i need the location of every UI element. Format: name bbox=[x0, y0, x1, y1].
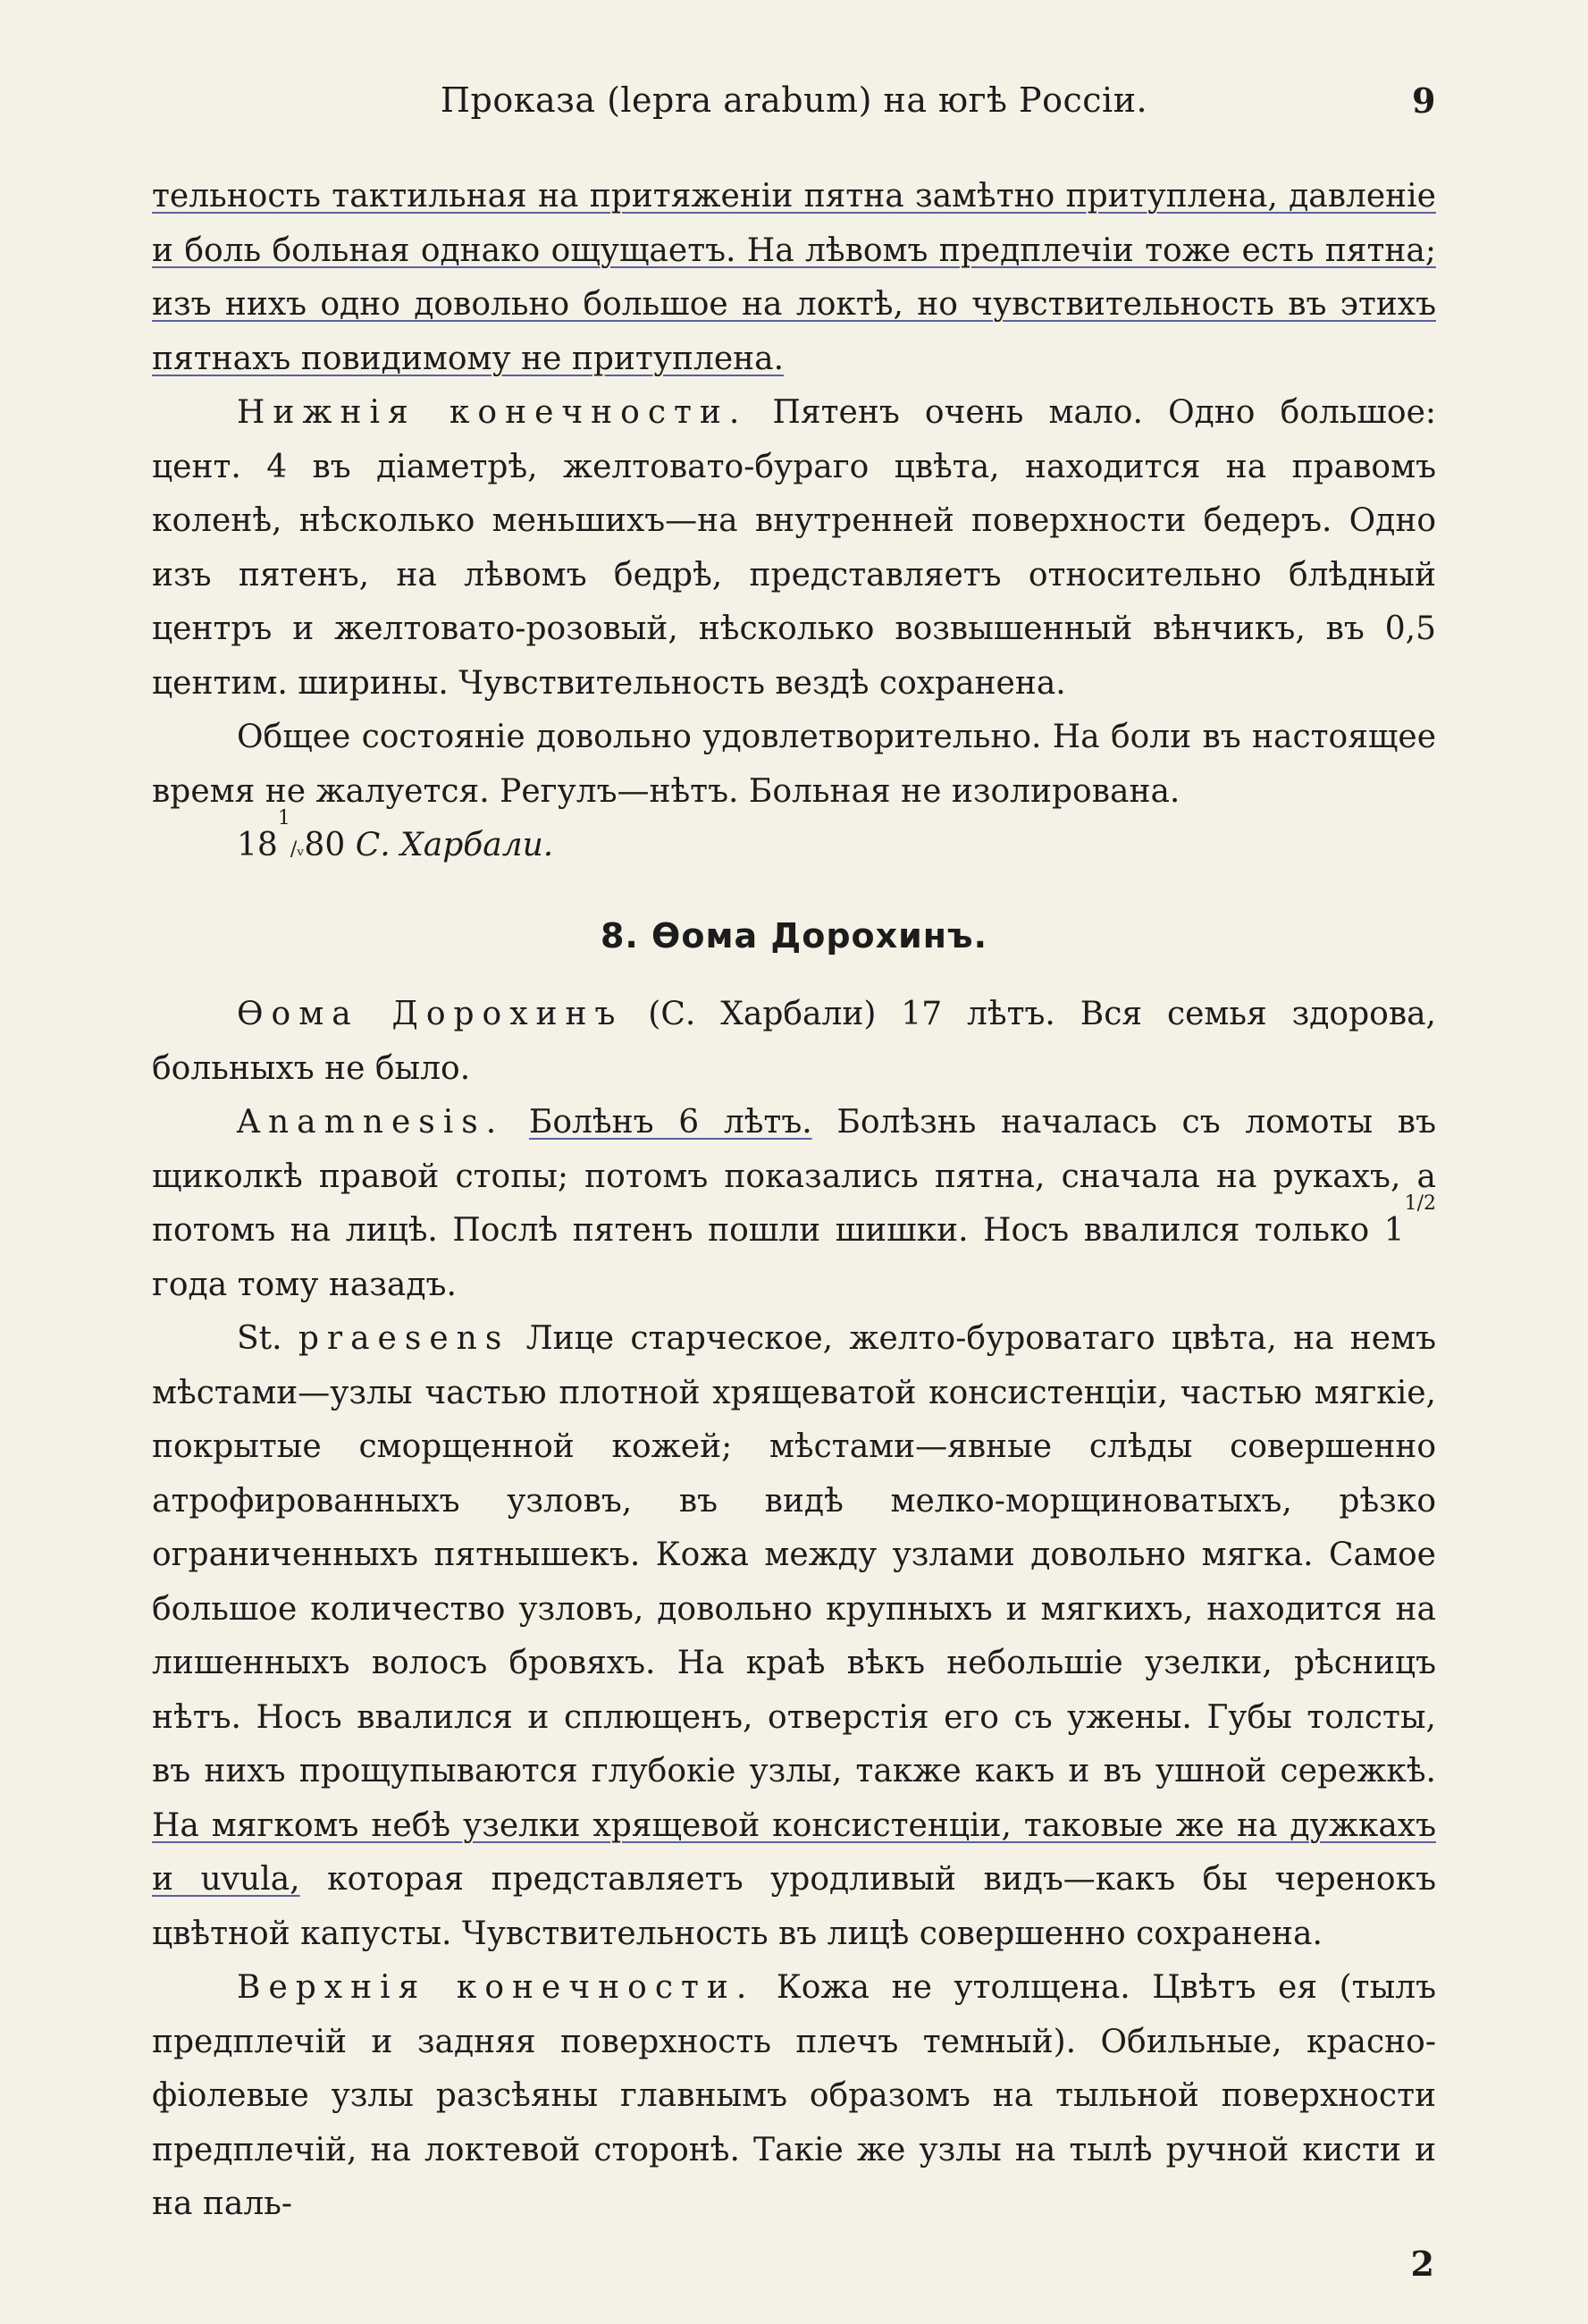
paragraph-text: Болѣзнь началась съ ломоты въ щиколкѣ правой стопы; потомъ показались пятна, сначала на рукахъ, а потомъ на лицѣ. Послѣ пятенъ пошли шишки. Носъ ввалился только 1 bbox=[152, 1104, 1436, 1249]
page-number: 9 bbox=[1412, 80, 1436, 121]
paragraph-text: Лице старческое, желто-буроватаго цвѣта, на немъ мѣстами—узлы частью плотной хрящеватой консистенціи, частью мягкіе, покрытые сморщенной кожей; мѣстами—явные слѣды совершенно атрофированныхъ узловъ, въ видѣ мелко-морщиноватыхъ, рѣзко ограниченныхъ пятнышекъ. Кожа между узлами довольно мягка. Самое большое количество узловъ, довольно крупныхъ и мягкихъ, находится на лишенныхъ волосъ бровяхъ. На краѣ вѣкъ небольшіе узелки, рѣсницъ нѣтъ. Носъ ввалился и сплющенъ, отверстія его съ ужены. Губы толсты, въ нихъ прощупываются глубокіе узлы, также какъ и въ ушной сережкѣ. bbox=[152, 1320, 1437, 1789]
signature-place: С. Харбали. bbox=[355, 827, 554, 863]
paragraph-general-state bbox=[152, 711, 1436, 819]
paragraph-label: Верхнія конечности. bbox=[237, 1969, 755, 2006]
patient-name: Ѳома Дорохинъ bbox=[237, 996, 624, 1032]
signature-date-fraction-top: 1 bbox=[277, 807, 290, 829]
paragraph-upper-limbs bbox=[152, 1961, 1436, 2232]
signature-date-year: 80 bbox=[304, 827, 356, 863]
paragraph-text-end: года тому назадъ. bbox=[152, 1266, 457, 1303]
paragraph-continuation bbox=[152, 170, 1436, 386]
running-title: Проказа (lepra arabum) на югѣ Россіи. bbox=[440, 80, 1148, 120]
fraction: 1/2 bbox=[1404, 1192, 1436, 1215]
running-header bbox=[152, 80, 1436, 134]
signature-mark: 2 bbox=[1410, 2244, 1434, 2284]
case-signature bbox=[152, 807, 1436, 873]
paragraph-label-a: St. bbox=[237, 1320, 298, 1357]
paragraph-label-b: praesens bbox=[298, 1320, 510, 1357]
paragraph-status-praesens bbox=[152, 1312, 1436, 1961]
section-heading: 8. Ѳома Дорохинъ. bbox=[600, 915, 988, 956]
underlined-text: На мягкомъ небѣ узелки хрящевой консистенціи, таковые же на дужкахъ и uvula, bbox=[152, 1806, 1436, 1898]
signature-date-fraction-bottom: /ᵥ bbox=[290, 838, 305, 861]
paragraph-text: Кожа не утолщена. Цвѣтъ ея (тылъ предплечій и задняя поверхность плечъ темный). Обильные, красно-фіолевые узлы разсѣяны главнымъ образомъ на тыльной поверхности предплечій, на локтевой сторонѣ. Такіе же узлы на тылѣ ручной кисти и на паль- bbox=[152, 1969, 1436, 2222]
signature-date: 18 bbox=[237, 827, 278, 863]
paragraph-text: Общее состояніе довольно удовлетворительно. На боли въ настоящее время не жалуется. Регулъ—нѣтъ. Больная не изолирована. bbox=[152, 719, 1436, 810]
paragraph-text: тельность тактильная на притяженіи пятна замѣтно притуплена, давленіе и боль больная однако ощущаетъ. На лѣвомъ предплечіи тоже есть пятна; изъ нихъ одно довольно большое на локтѣ, но чувствительность въ этихъ пятнахъ повидимому не притуплена. bbox=[152, 178, 1436, 377]
paragraph-label: Anamnesis. bbox=[237, 1104, 505, 1141]
paragraph-label: Нижнія конечности. bbox=[237, 394, 748, 431]
paragraph-text: (С. Харбали) 17 лѣтъ. Вся семья здорова, больныхъ не было. bbox=[152, 996, 1436, 1087]
body-text bbox=[152, 170, 1436, 2232]
paragraph-patient-intro bbox=[152, 988, 1436, 1096]
paragraph-text: Пятенъ очень мало. Одно большое: цент. 4 въ діаметрѣ, желтовато-бураго цвѣта, находится на правомъ коленѣ, нѣсколько меньшихъ—на внутренней поверхности бедеръ. Одно изъ пятенъ, на лѣвомъ бедрѣ, представляетъ относительно блѣдный центръ и желтовато-розовый, нѣсколько возвышенный вѣнчикъ, въ 0,5 центим. ширины. Чувствительность вездѣ сохранена. bbox=[152, 394, 1436, 702]
underlined-text: Болѣнъ 6 лѣтъ. bbox=[528, 1104, 812, 1141]
paragraph-lower-limbs bbox=[152, 386, 1436, 711]
paragraph-anamnesis bbox=[152, 1096, 1436, 1312]
paragraph-text-end: которая представляетъ уродливый видъ—какъ бы черенокъ цвѣтной капусты. Чувствительность въ лицѣ совершенно сохранена. bbox=[152, 1861, 1436, 1952]
